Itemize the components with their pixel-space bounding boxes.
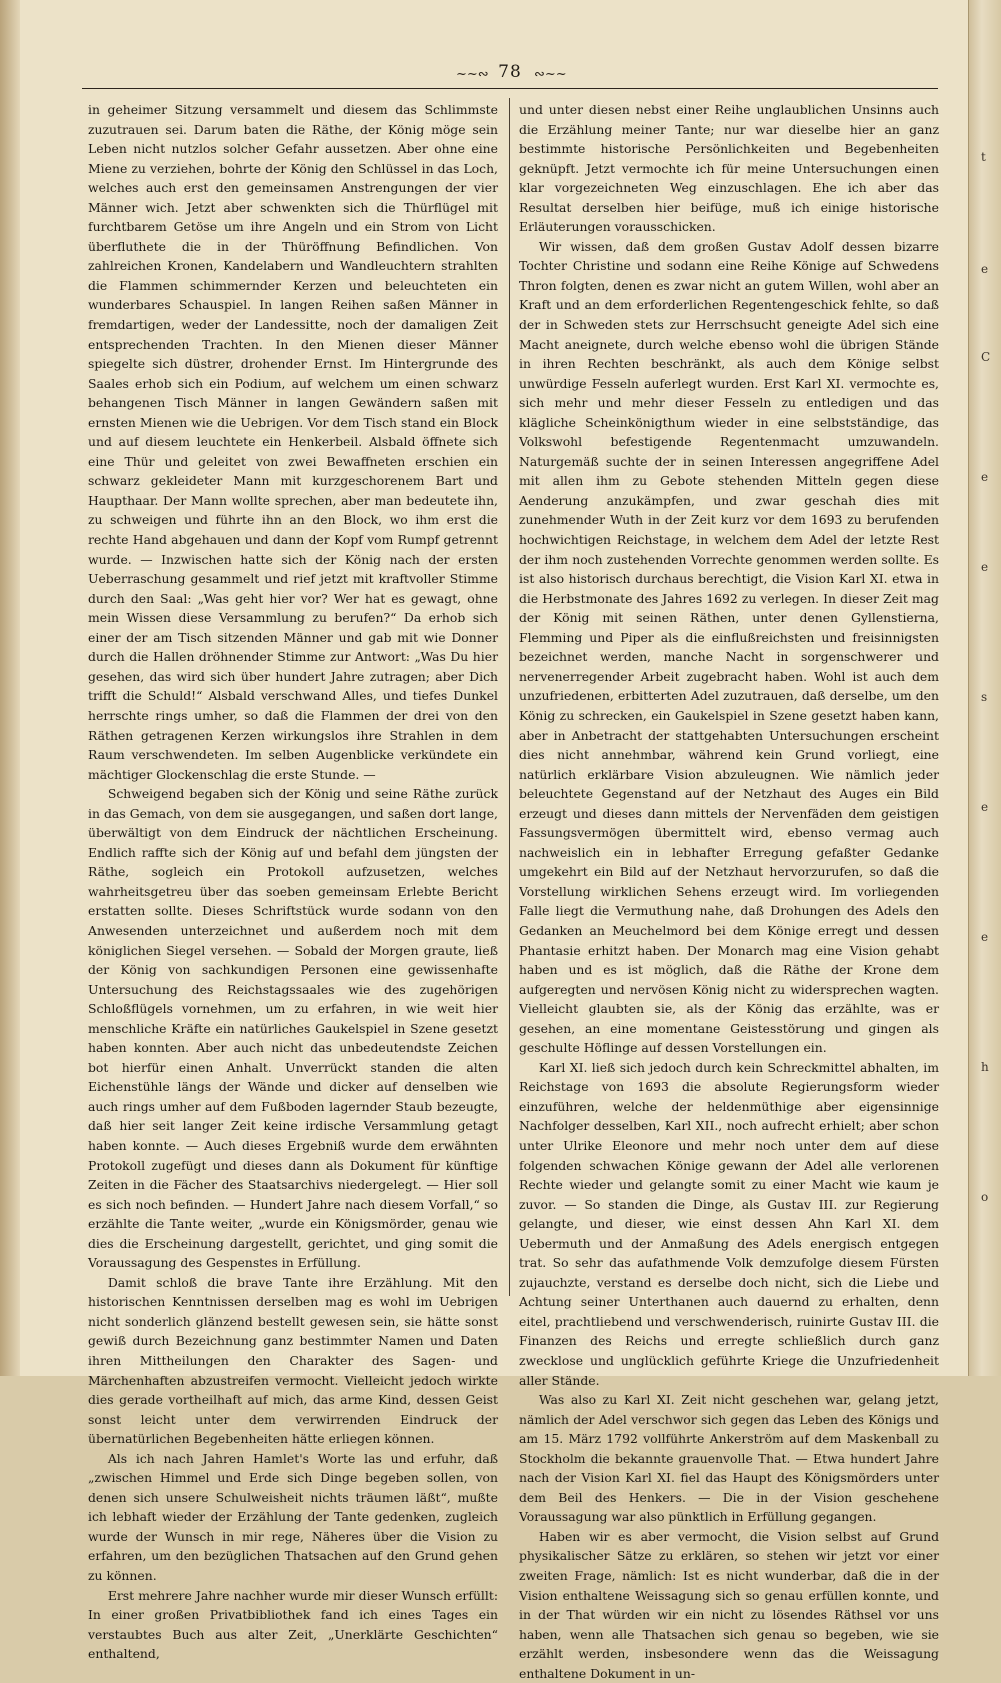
edge-letter: e xyxy=(981,470,989,484)
paragraph: Erst mehrere Jahre nachher wurde mir dieser Wunsch erfüllt: In einer großen Privatbibliothek fand ich eines Tages ein verstaubtes Buch aus alter Zeit, „Unerklärte Geschichten“ enthaltend, xyxy=(88,1587,498,1662)
paragraph: in geheimer Sitzung versammelt und diesem das Schlimmste zuzutrauen sei. Darum baten die Räthe, der König möge sein Leben nicht nutzlos solcher Gefahr aussetzen. Aber ohne eine Miene zu verziehen, bohrte der König den Schlüssel in das Loch, welches auch erst den gemeinsamen Anstrengungen der vier Männer wich. Jetzt aber schwenkten sich die Thürflügel mit furchtbarem Getöse um ihre Angeln und ein Strom von Licht überfluthete die in der Thüröffnung Befindlichen. Von zahlreichen Kronen, Kandelabern und Wandleuchtern strahlten die Flammen schimmernder Kerzen und beleuchteten ein wunderbares Schauspiel. In langen Reihen saßen Männer in fremdartigen, weder der Landessitte, noch der damaligen Zeit entsprechenden Trachten. In den Mienen dieser Männer spiegelte sich düstrer, drohender Ernst. Im Hintergrunde des Saales erhob sich ein Podium, auf welchem um einen schwarz behangenen Tisch Männer in langen Gewändern saßen mit ernsten Mienen wie die Uebrigen. Vor dem Tisch stand ein Block und auf diesem leuchtete ein Henkerbeil. Alsbald öffnete sich eine Thür und geleitet von zwei Bewaffneten erschien ein schwarz gekleideter Mann mit kurzgeschorenem Bart und Haupthaar. Der Mann wollte sprechen, aber man bedeutete ihn, zu schweigen und führte ihn an den Block, wo ihm erst die rechte Hand abgehauen und dann der Kopf vom Rumpf getrennt wurde. — Inzwischen hatte sich der König nach der ersten Ueberraschung gesammelt und rief jetzt mit kraftvoller Stimme durch den Saal: „Was geht hier vor? Wer hat es gewagt, ohne mein Wissen diese Versammlung zu berufen?“ Da erhob sich einer der am Tisch sitzenden Männer und gab mit wie Donner durch die Hallen dröhnender Stimme zur Antwort: „Was Du hier gesehen, das wird sich über hundert Jahre zutragen; aber Dich trifft die Schuld!“ Alsbald verschwand Alles, und tiefes Dunkel herrschte rings umher, so daß die Flammen der drei von den Räthen getragenen Kerzen wirkungslos ihre Strahlen in dem Raum verschwendeten. Im selben Augenblicke verkündete ein mächtiger Glockenschlag die erste Stunde. — xyxy=(88,102,498,782)
adjacent-page-edge xyxy=(968,0,1001,1376)
page-number: 78 xyxy=(498,62,522,82)
page-header xyxy=(82,62,938,92)
paragraph: Als ich nach Jahren Hamlet's Worte las und erfuhr, daß „zwischen Himmel und Erde sich Dinge begeben sollen, von denen sich unsere Schulweisheit nichts träumen läßt“, mußte ich lebhaft wieder der Erzählung der Tante gedenken, zugleich wurde der Wunsch in mir rege, Näheres über die Vision zu erfahren, um den bezüglichen Thatsachen auf den Grund gehen zu können. xyxy=(88,1450,498,1584)
paragraph: und unter diesen nebst einer Reihe unglaublichen Unsinns auch die Erzählung meiner Tante; nur war dieselbe hier an ganz bestimmte historische Persönlichkeiten und Begebenheiten geknüpft. Jetzt vermochte ich für meine Untersuchungen einen klar vorgezeichneten Weg einzuschlagen. Ehe ich aber das Resultat derselben hier beifüge, muß ich einige historische Erläuterungen vorausschicken. xyxy=(519,102,939,235)
left-column xyxy=(88,100,498,1662)
edge-letter: e xyxy=(981,930,989,944)
edge-letter: s xyxy=(981,690,988,704)
paragraph: Schweigend begaben sich der König und seine Räthe zurück in das Gemach, von dem sie ausgegangen, und saßen dort lange, überwältigt von dem Eindruck der nächtlichen Erscheinung. Endlich raffte sich der König auf und befahl dem jüngsten der Räthe, sogleich ein Protokoll aufzusetzen, welches wahrheitsgetreu über das soeben gemeinsam Erlebte Bericht erstatten sollte. Dieses Schriftstück wurde sodann von den Anwesenden unterzeichnet und außerdem noch mit dem königlichen Siegel versehen. — Sobald der Morgen graute, ließ der König von sachkundigen Personen eine gewissenhafte Untersuchung des Reichstagssaales wie des zugehörigen Schloßflügels vornehmen, um zu erfahren, in wie weit hier menschliche Kräfte ein natürliches Gaukelspiel in Szene gesetzt haben konnten. Aber auch nicht das unbedeutendste Zeichen bot hierfür einen Anhalt. Unverrückt standen die alten Eichenstühle längs der Wände und dicker auf denselben wie auch rings umher auf dem Fußboden lagernder Staub bezeugte, daß hier seit langer Zeit keine irdische Versammlung getagt haben konnte. — Auch dieses Ergebniß wurde dem erwähnten Protokoll zugefügt und dieses dann als Dokument für künftige Zeiten in die Fächer des Staatsarchivs niedergelegt. — Hier soll es sich noch befinden. — Hundert Jahre nach diesem Vorfall,“ so erzählte die Tante weiter, „wurde ein Königsmörder, genau wie dies die Erscheinung dargestellt, gerichtet, und ging somit die Voraussagung des Gespenstes in Erfüllung. xyxy=(88,786,498,1271)
paragraph: Was also zu Karl XI. Zeit nicht geschehen war, gelang jetzt, nämlich der Adel verschwor sich gegen das Leben des Königs und am 15. März 1792 vollführte Ankerström auf dem Maskenball zu Stockholm die bekannte grauenvolle That. — Etwa hundert Jahre nach der Vision Karl XI. fiel das Haupt des Königsmörders unter dem Beil des Henkers. — Die in der Vision geschehene Voraussagung war also pünktlich in Erfüllung gegangen. xyxy=(519,1392,939,1525)
edge-letter: e xyxy=(981,800,989,814)
page-edge-left xyxy=(0,0,20,1376)
edge-letter: o xyxy=(981,1190,989,1204)
header-flourish-right: ∾~~ xyxy=(534,67,567,82)
header-flourish-left: ~~∾ xyxy=(456,67,489,82)
edge-letter: t xyxy=(981,150,986,164)
paragraph: Haben wir es aber vermocht, die Vision selbst auf Grund physikalischer Sätze zu erklären, so stehen wir jetzt vor einer zweiten Frage, nämlich: Ist es nicht wunderbar, daß die in der Vision enthaltene Weissagung sich so genau erfüllen konnte, und in der That würden wir ein nicht zu lösendes Räthsel vor uns haben, wenn alle Thatsachen sich genau so begeben, wie sie erzählt werden, insbesondere wenn das die Weissagung enthaltene Dokument in un- xyxy=(519,1528,939,1681)
paragraph: Wir wissen, daß dem großen Gustav Adolf dessen bizarre Tochter Christine und sodann eine Reihe Könige auf Schwedens Thron folgten, denen es zwar nicht an gutem Willen, wohl aber an Kraft und an dem erforderlichen Regentengeschick fehlte, so daß der in Schweden stets zur Herrschsucht geneigte Adel sich eine Macht aneignete, durch welche ebenso wohl die übrigen Stände in ihren Rechten beschränkt, als auch dem Könige selbst unwürdige Fesseln auferlegt wurden. Erst Karl XI. vermochte es, sich mehr und mehr dieser Fesseln zu entledigen und das klägliche Scheinkönigthum wieder in eine selbstständige, das Volkswohl befestigende Regentenmacht umzuwandeln. Naturgemäß suchte der in seinen Interessen angegriffene Adel mit allen ihm zu Gebote stehenden Mitteln gegen diese Aenderung anzukämpfen, und zwar geschah dies mit zunehmender Wuth in der Zeit kurz vor dem 1693 zu berufenden hochwichtigen Reichstage, in welchem dem Adel der letzte Rest der ihm noch zustehenden Vorrechte genommen werden sollte. Es ist also historisch durchaus berechtigt, die Vision Karl XI. etwa in die Herbstmonate des Jahres 1692 zu verlegen. In dieser Zeit mag der König mit seinen Räthen, unter denen Gyllenstierna, Flemming und Piper als die einflußreichsten und freisinnigsten bezeichnet werden, manche Nacht in sorgenschwerer und nervenerregender Arbeit zugebracht haben. Wohl ist auch dem unzufriedenen, erbitterten Adel zuzutrauen, daß derselbe, um den König zu schrecken, ein Gaukelspiel in Szene gesetzt haben kann, aber in Anbetracht der stattgehabten Untersuchungen erscheint dies nicht annehmbar, während kein Grund vorliegt, eine natürlich erklärbare Vision abzuleugnen. Wie nämlich jeder beleuchtete Gegenstand auf der Netzhaut des Auges ein Bild erzeugt und dieses dann mittels der Nervenfäden dem geistigen Fassungsvermögen übermittelt wird, ebenso vermag auch nachweislich ein in lebhafter Erregung gefaßter Gedanke umgekehrt ein Bild auf der Netzhaut hervorzurufen, so daß die Vorstellung wirklichen Sehens erzeugt wird. Im vorliegenden Falle liegt die Vermuthung nahe, daß Drohungen des Adels den Gedanken an Meuchelmord bei dem Könige erregt und dessen Phantasie erhitzt haben. Der Monarch mag eine Vision gehabt haben und es ist möglich, daß die Räthe der Krone dem aufgeregten und nervösen König nicht zu widersprechen wagten. Vielleicht glaubten sie, als der König das erzählte, was er gesehen, an eine momentane Geistesstörung und gingen als geschulte Höflinge auf dessen Vorstellungen ein. xyxy=(519,238,939,1056)
edge-letter: h xyxy=(981,1060,989,1074)
column-divider xyxy=(509,98,510,1296)
header-rule xyxy=(82,88,938,89)
edge-letter: C xyxy=(981,350,991,364)
edge-letter: e xyxy=(981,560,989,574)
paragraph: Karl XI. ließ sich jedoch durch kein Schreckmittel abhalten, im Reichstage von 1693 die absolute Regierungsform wieder einzuführen, welche der heldenmüthige aber eigensinnige Nachfolger desselben, Karl XII., noch aufrecht erhielt; aber schon unter Ulrike Eleonore und mehr noch unter dem auf diese folgenden schwachen Könige gewann der Adel alle verlorenen Rechte wieder und gelangte somit zu einer Macht wie kaum je zuvor. — So standen die Dinge, als Gustav III. zur Regierung gelangte, und dieser, wie einst dessen Ahn Karl XI. dem Uebermuth und der Anmaßung des Adels energisch entgegen trat. So sehr das aufathmende Volk demzufolge diesem Fürsten zujauchzte, verstand es derselbe doch nicht, sich die Liebe und Achtung seiner Unterthanen auch dauernd zu erhalten, denn eitel, prachtliebend und verschwenderisch, ruinirte Gustav III. die Finanzen des Reichs und erregte schließlich durch ganz zwecklose und unglücklich geführte Kriege die Unzufriedenheit aller Stände. xyxy=(519,1059,939,1388)
edge-letter: e xyxy=(981,262,989,276)
paragraph: Damit schloß die brave Tante ihre Erzählung. Mit den historischen Kenntnissen derselben mag es wohl im Uebrigen nicht sonderlich glänzend bestellt gewesen sein, sie hätte sonst gewiß durch Bezeichnung ganz bestimmter Namen und Daten ihren Mittheilungen den Charakter des Sagen- und Märchenhaften abzustreifen vermocht. Vielleicht jedoch wirkte dies gerade vortheilhaft auf mich, das arme Kind, dessen Geist sonst leicht unter dem verwirrenden Eindruck der übernatürlichen Begebenheiten hätte erliegen können. xyxy=(88,1274,498,1447)
right-column xyxy=(519,100,939,1681)
